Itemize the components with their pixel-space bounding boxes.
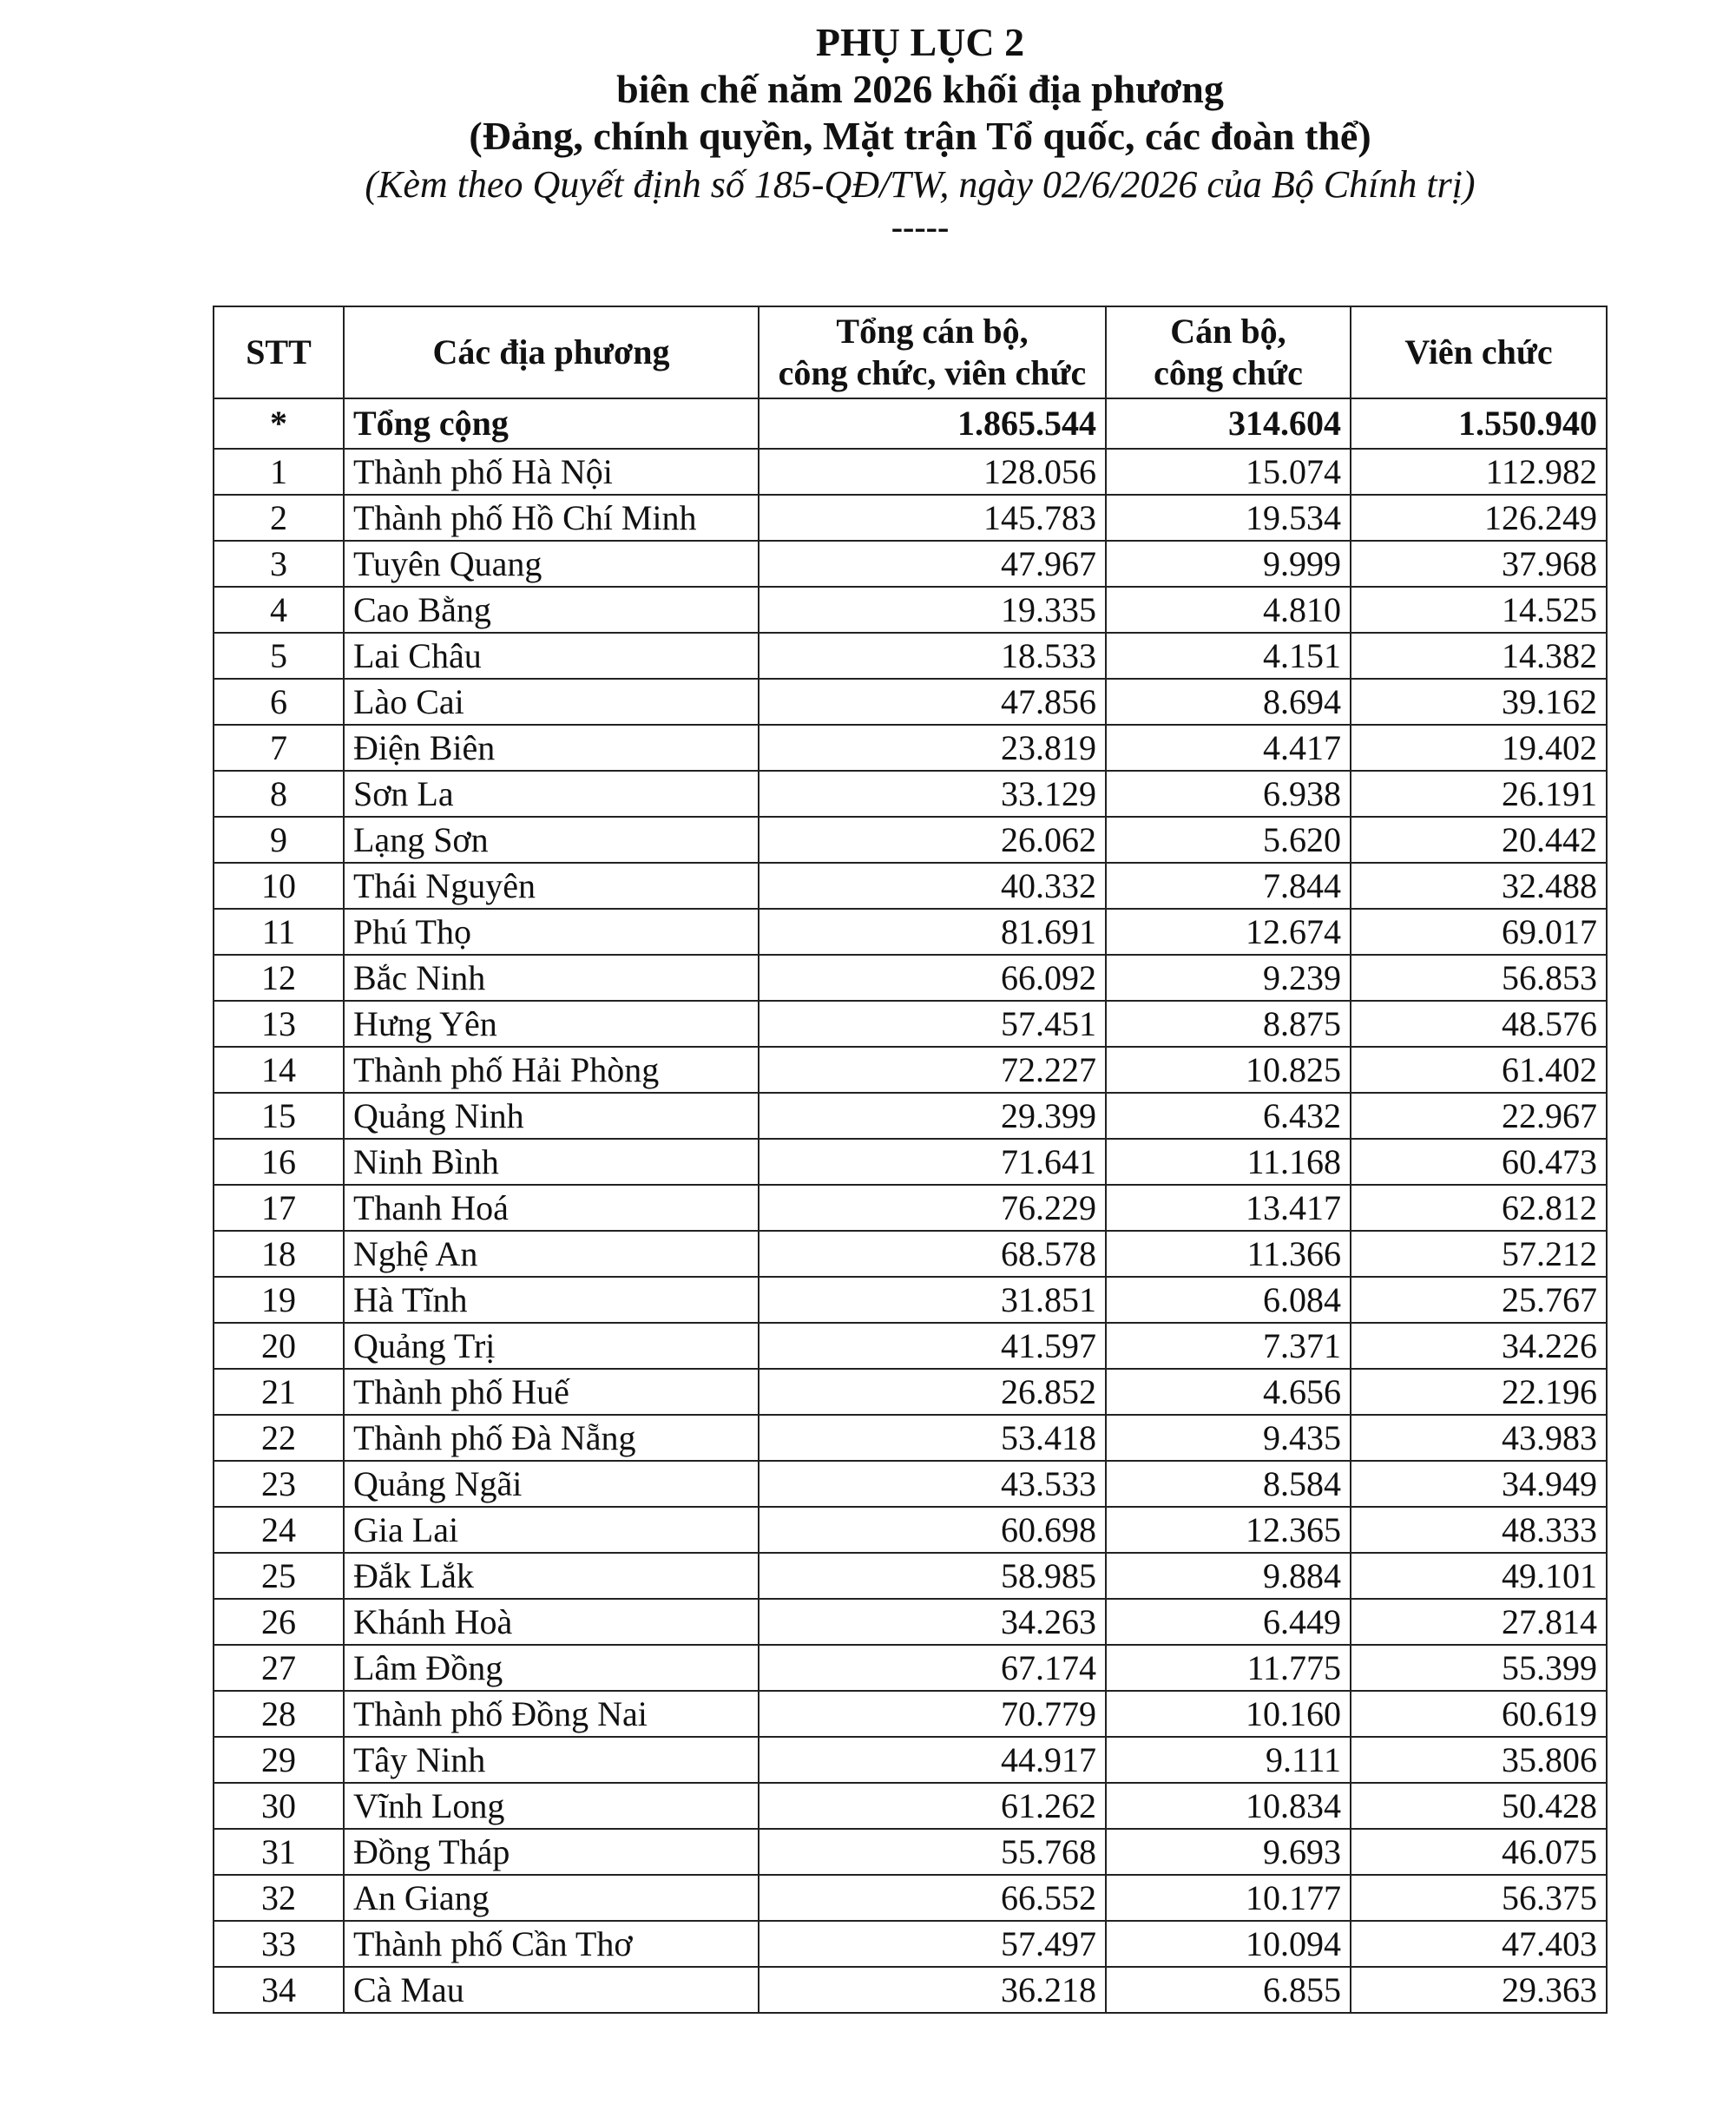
row-employees: 20.442	[1351, 817, 1607, 863]
row-employees: 47.403	[1351, 1921, 1607, 1967]
table-row	[214, 1783, 1607, 1829]
table-row	[214, 1737, 1607, 1783]
row-stt: 12	[214, 955, 344, 1001]
row-stt: 29	[214, 1737, 344, 1783]
row-locality: Cao Bằng	[344, 587, 759, 633]
total-row	[214, 398, 1607, 449]
row-total: 81.691	[759, 909, 1106, 955]
row-stt: 22	[214, 1415, 344, 1461]
row-stt: 17	[214, 1185, 344, 1231]
row-officials: 8.694	[1106, 679, 1351, 725]
row-employees: 14.525	[1351, 587, 1607, 633]
row-employees: 32.488	[1351, 863, 1607, 909]
total-employees: 1.550.940	[1351, 398, 1607, 449]
row-officials: 10.160	[1106, 1691, 1351, 1737]
row-employees: 48.576	[1351, 1001, 1607, 1047]
row-officials: 7.844	[1106, 863, 1351, 909]
row-stt: 7	[214, 725, 344, 771]
row-total: 67.174	[759, 1645, 1106, 1691]
row-total: 40.332	[759, 863, 1106, 909]
row-stt: 24	[214, 1507, 344, 1553]
table-row	[214, 1047, 1607, 1093]
row-locality: Gia Lai	[344, 1507, 759, 1553]
header-total-line1: Tổng cán bộ,	[836, 312, 1029, 351]
row-locality: Cà Mau	[344, 1967, 759, 2013]
table-row	[214, 1369, 1607, 1415]
row-total: 128.056	[759, 449, 1106, 495]
row-stt: 21	[214, 1369, 344, 1415]
header-stt: STT	[214, 306, 344, 398]
row-total: 71.641	[759, 1139, 1106, 1185]
row-locality: Lào Cai	[344, 679, 759, 725]
row-officials: 19.534	[1106, 495, 1351, 541]
row-total: 68.578	[759, 1231, 1106, 1277]
row-employees: 43.983	[1351, 1415, 1607, 1461]
row-employees: 19.402	[1351, 725, 1607, 771]
table-row	[214, 587, 1607, 633]
title-block	[0, 19, 1736, 245]
row-stt: 23	[214, 1461, 344, 1507]
row-employees: 37.968	[1351, 541, 1607, 587]
row-locality: Hà Tĩnh	[344, 1277, 759, 1323]
row-locality: Điện Biên	[344, 725, 759, 771]
table-row	[214, 1231, 1607, 1277]
row-total: 18.533	[759, 633, 1106, 679]
row-total: 31.851	[759, 1277, 1106, 1323]
row-employees: 57.212	[1351, 1231, 1607, 1277]
row-stt: 5	[214, 633, 344, 679]
header-employees: Viên chức	[1351, 306, 1607, 398]
row-locality: Tuyên Quang	[344, 541, 759, 587]
row-employees: 34.226	[1351, 1323, 1607, 1369]
table-row	[214, 1323, 1607, 1369]
row-total: 36.218	[759, 1967, 1106, 2013]
row-stt: 6	[214, 679, 344, 725]
row-stt: 25	[214, 1553, 344, 1599]
document-reference: (Kèm theo Quyết định số 185-QĐ/TW, ngày 02/6/2026 của Bộ Chính trị)	[365, 163, 1476, 206]
row-stt: 3	[214, 541, 344, 587]
table-row	[214, 1461, 1607, 1507]
table-row	[214, 725, 1607, 771]
header-total	[759, 306, 1106, 398]
row-locality: Lâm Đồng	[344, 1645, 759, 1691]
row-employees: 27.814	[1351, 1599, 1607, 1645]
table-row	[214, 1691, 1607, 1737]
row-total: 33.129	[759, 771, 1106, 817]
row-total: 47.856	[759, 679, 1106, 725]
row-officials: 6.938	[1106, 771, 1351, 817]
table-row	[214, 1139, 1607, 1185]
row-employees: 49.101	[1351, 1553, 1607, 1599]
row-total: 43.533	[759, 1461, 1106, 1507]
row-officials: 6.084	[1106, 1277, 1351, 1323]
row-locality: Thành phố Đồng Nai	[344, 1691, 759, 1737]
row-employees: 34.949	[1351, 1461, 1607, 1507]
row-total: 26.852	[759, 1369, 1106, 1415]
table-row	[214, 541, 1607, 587]
row-stt: 32	[214, 1875, 344, 1921]
row-locality: Vĩnh Long	[344, 1783, 759, 1829]
row-stt: 16	[214, 1139, 344, 1185]
row-employees: 22.196	[1351, 1369, 1607, 1415]
row-officials: 9.693	[1106, 1829, 1351, 1875]
total-stt: *	[214, 398, 344, 449]
table-row	[214, 909, 1607, 955]
row-stt: 4	[214, 587, 344, 633]
row-employees: 55.399	[1351, 1645, 1607, 1691]
table-row	[214, 1645, 1607, 1691]
table-row	[214, 955, 1607, 1001]
table-row	[214, 1875, 1607, 1921]
row-officials: 9.435	[1106, 1415, 1351, 1461]
row-officials: 9.239	[1106, 955, 1351, 1001]
row-locality: Lai Châu	[344, 633, 759, 679]
row-locality: Thanh Hoá	[344, 1185, 759, 1231]
row-officials: 11.168	[1106, 1139, 1351, 1185]
total-all: 1.865.544	[759, 398, 1106, 449]
row-total: 34.263	[759, 1599, 1106, 1645]
row-employees: 61.402	[1351, 1047, 1607, 1093]
row-locality: Ninh Bình	[344, 1139, 759, 1185]
row-officials: 10.834	[1106, 1783, 1351, 1829]
row-stt: 11	[214, 909, 344, 955]
row-officials: 4.810	[1106, 587, 1351, 633]
header-officials	[1106, 306, 1351, 398]
total-officials: 314.604	[1106, 398, 1351, 449]
row-officials: 10.094	[1106, 1921, 1351, 1967]
table-row	[214, 1829, 1607, 1875]
row-officials: 12.674	[1106, 909, 1351, 955]
row-total: 66.092	[759, 955, 1106, 1001]
row-officials: 4.151	[1106, 633, 1351, 679]
row-stt: 19	[214, 1277, 344, 1323]
header-officials-line2: công chức	[1154, 353, 1303, 392]
header-locality: Các địa phương	[344, 306, 759, 398]
row-officials: 4.417	[1106, 725, 1351, 771]
row-employees: 22.967	[1351, 1093, 1607, 1139]
document-scope: (Đảng, chính quyền, Mặt trận Tổ quốc, các đoàn thể)	[469, 114, 1371, 158]
table-row	[214, 1093, 1607, 1139]
table-row	[214, 1277, 1607, 1323]
row-total: 61.262	[759, 1783, 1106, 1829]
row-stt: 1	[214, 449, 344, 495]
row-stt: 9	[214, 817, 344, 863]
row-stt: 28	[214, 1691, 344, 1737]
table-row	[214, 633, 1607, 679]
row-stt: 14	[214, 1047, 344, 1093]
row-locality: Thành phố Đà Nẵng	[344, 1415, 759, 1461]
table-row	[214, 771, 1607, 817]
table-row	[214, 1599, 1607, 1645]
document-subtitle: biên chế năm 2026 khối địa phương	[616, 67, 1224, 111]
row-officials: 4.656	[1106, 1369, 1351, 1415]
table-row	[214, 679, 1607, 725]
table-row	[214, 1553, 1607, 1599]
row-total: 41.597	[759, 1323, 1106, 1369]
row-employees: 25.767	[1351, 1277, 1607, 1323]
row-employees: 60.619	[1351, 1691, 1607, 1737]
row-stt: 8	[214, 771, 344, 817]
row-locality: Tây Ninh	[344, 1737, 759, 1783]
table-row	[214, 817, 1607, 863]
row-locality: Bắc Ninh	[344, 955, 759, 1001]
row-stt: 30	[214, 1783, 344, 1829]
row-stt: 15	[214, 1093, 344, 1139]
row-stt: 20	[214, 1323, 344, 1369]
row-locality: Thành phố Hà Nội	[344, 449, 759, 495]
row-locality: Thành phố Hải Phòng	[344, 1047, 759, 1093]
row-locality: An Giang	[344, 1875, 759, 1921]
row-stt: 13	[214, 1001, 344, 1047]
row-officials: 9.111	[1106, 1737, 1351, 1783]
table-row	[214, 495, 1607, 541]
row-total: 44.917	[759, 1737, 1106, 1783]
row-officials: 10.825	[1106, 1047, 1351, 1093]
row-officials: 8.875	[1106, 1001, 1351, 1047]
row-locality: Phú Thọ	[344, 909, 759, 955]
row-locality: Thành phố Huế	[344, 1369, 759, 1415]
row-employees: 39.162	[1351, 679, 1607, 725]
row-total: 53.418	[759, 1415, 1106, 1461]
row-employees: 26.191	[1351, 771, 1607, 817]
row-locality: Thành phố Hồ Chí Minh	[344, 495, 759, 541]
table-row	[214, 1967, 1607, 2013]
row-officials: 11.366	[1106, 1231, 1351, 1277]
row-employees: 48.333	[1351, 1507, 1607, 1553]
row-total: 58.985	[759, 1553, 1106, 1599]
row-officials: 5.620	[1106, 817, 1351, 863]
row-stt: 33	[214, 1921, 344, 1967]
row-employees: 14.382	[1351, 633, 1607, 679]
row-stt: 2	[214, 495, 344, 541]
row-locality: Khánh Hoà	[344, 1599, 759, 1645]
row-total: 23.819	[759, 725, 1106, 771]
table-row	[214, 1415, 1607, 1461]
row-total: 70.779	[759, 1691, 1106, 1737]
row-employees: 69.017	[1351, 909, 1607, 955]
row-locality: Lạng Sơn	[344, 817, 759, 863]
table-row	[214, 1507, 1607, 1553]
header-total-line2: công chức, viên chức	[778, 353, 1087, 392]
row-employees: 29.363	[1351, 1967, 1607, 2013]
row-officials: 15.074	[1106, 449, 1351, 495]
table-row	[214, 1185, 1607, 1231]
row-total: 55.768	[759, 1829, 1106, 1875]
row-employees: 126.249	[1351, 495, 1607, 541]
row-employees: 50.428	[1351, 1783, 1607, 1829]
row-total: 19.335	[759, 587, 1106, 633]
row-locality: Thành phố Cần Thơ	[344, 1921, 759, 1967]
row-total: 76.229	[759, 1185, 1106, 1231]
row-officials: 13.417	[1106, 1185, 1351, 1231]
row-total: 29.399	[759, 1093, 1106, 1139]
row-total: 72.227	[759, 1047, 1106, 1093]
total-label: Tổng cộng	[344, 398, 759, 449]
row-employees: 35.806	[1351, 1737, 1607, 1783]
row-total: 57.451	[759, 1001, 1106, 1047]
row-officials: 11.775	[1106, 1645, 1351, 1691]
row-locality: Đắk Lắk	[344, 1553, 759, 1599]
row-stt: 10	[214, 863, 344, 909]
row-stt: 27	[214, 1645, 344, 1691]
table-header-row	[214, 306, 1607, 398]
title-separator: -----	[891, 207, 950, 247]
row-officials: 10.177	[1106, 1875, 1351, 1921]
row-employees: 46.075	[1351, 1829, 1607, 1875]
row-total: 60.698	[759, 1507, 1106, 1553]
row-locality: Đồng Tháp	[344, 1829, 759, 1875]
row-officials: 6.432	[1106, 1093, 1351, 1139]
row-stt: 18	[214, 1231, 344, 1277]
table-row	[214, 1001, 1607, 1047]
table-row	[214, 449, 1607, 495]
header-officials-line1: Cán bộ,	[1170, 312, 1286, 351]
staffing-table	[213, 306, 1608, 2014]
row-employees: 60.473	[1351, 1139, 1607, 1185]
table-row	[214, 1921, 1607, 1967]
row-locality: Hưng Yên	[344, 1001, 759, 1047]
document-title: PHỤ LỤC 2	[815, 20, 1025, 64]
row-locality: Nghệ An	[344, 1231, 759, 1277]
row-locality: Sơn La	[344, 771, 759, 817]
row-officials: 6.449	[1106, 1599, 1351, 1645]
row-locality: Quảng Ninh	[344, 1093, 759, 1139]
row-employees: 62.812	[1351, 1185, 1607, 1231]
row-total: 57.497	[759, 1921, 1106, 1967]
row-locality: Thái Nguyên	[344, 863, 759, 909]
row-stt: 26	[214, 1599, 344, 1645]
row-stt: 34	[214, 1967, 344, 2013]
row-employees: 56.375	[1351, 1875, 1607, 1921]
row-total: 66.552	[759, 1875, 1106, 1921]
row-officials: 8.584	[1106, 1461, 1351, 1507]
row-locality: Quảng Ngãi	[344, 1461, 759, 1507]
row-officials: 7.371	[1106, 1323, 1351, 1369]
row-locality: Quảng Trị	[344, 1323, 759, 1369]
table-row	[214, 863, 1607, 909]
row-employees: 112.982	[1351, 449, 1607, 495]
row-total: 26.062	[759, 817, 1106, 863]
row-total: 145.783	[759, 495, 1106, 541]
row-officials: 12.365	[1106, 1507, 1351, 1553]
row-employees: 56.853	[1351, 955, 1607, 1001]
row-officials: 9.884	[1106, 1553, 1351, 1599]
row-stt: 31	[214, 1829, 344, 1875]
row-officials: 6.855	[1106, 1967, 1351, 2013]
row-officials: 9.999	[1106, 541, 1351, 587]
row-total: 47.967	[759, 541, 1106, 587]
